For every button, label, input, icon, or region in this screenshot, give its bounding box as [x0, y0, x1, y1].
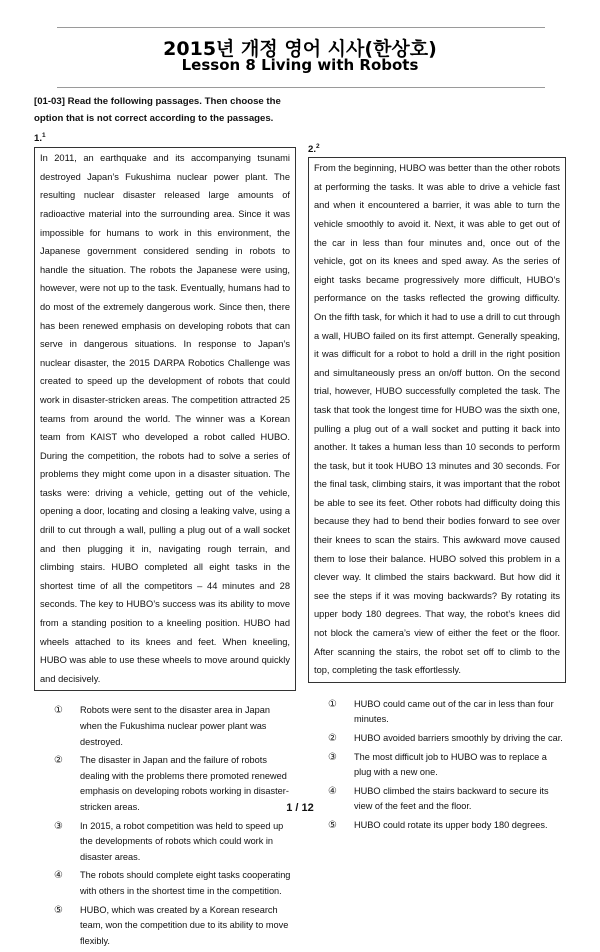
choice-marker: ②	[328, 733, 337, 744]
choice-marker: ④	[328, 785, 337, 797]
choice-text: The most difficult job to HUBO was to replace a plug with a new one.	[354, 751, 547, 778]
choice-1-1[interactable]	[54, 703, 294, 750]
choice-2-2[interactable]	[328, 731, 564, 747]
choice-1-3[interactable]	[54, 819, 294, 866]
question-number-1	[34, 128, 296, 146]
choice-marker: ①	[54, 705, 63, 717]
choice-text: Robots were sent to the disaster area in Japan when the Fukushima nuclear power plant was destroyed.	[80, 705, 270, 747]
choice-2-5[interactable]	[328, 818, 564, 834]
choice-text: HUBO avoided barriers smoothly by driving the car.	[354, 733, 563, 743]
page-title: 2015년 개정 영어 시사(한상호)	[163, 38, 437, 60]
choice-1-4[interactable]	[54, 868, 294, 899]
choice-marker: ②	[54, 755, 63, 767]
header-top-rule	[57, 27, 545, 28]
passage-2: From the beginning, HUBO was better than the other robots at performing the tasks. It was able to drive a vehicle fast and when it encountered a barrier, it was able to turn the vehicle smoothly to avoid it. Next, it was able to get out of the car in less than four minutes and, once out of the vehicle, got on its knees and sped away. As the series of eight tasks became progressively more difficult, HUBO’s performance on the tasks reflected the growing difficulty. On the fifth task, for which it had to use a drill to cut through a wall, HUBO failed on its first attempt. Generally speaking, it was difficult for a robot to hold a drill in the right position and simultaneously press an on/off button. On the second trial, however, HUBO successfully completed the task. The task that took the longest time for HUBO was the sixth one, pulling a plug out of a wall socket and putting it back into another. It takes a human less than 10 seconds to perform the task, but it took HUBO 13 minutes and 30 seconds. For the final task, climbing stairs, it was important that the robot be able to see its feet. Other robots had difficulty doing this because they had to bend their bodies forward to see over their knees to scan the stairs. This awkward move caused them to lose their balance. HUBO solved this problem in a clever way. It climbed the stairs backward. But how did it see the steps if it was moving backwards? By rotating its upper body 180 degrees. That way, the robot’s knees did not block the camera’s view of either the feet or the floor. After scanning the stairs, the robot set off to climb to the top, completing the task effortlessly.	[308, 157, 566, 683]
choice-text: The robots should complete eight tasks cooperating with others in the shortest time in the competition.	[80, 870, 291, 896]
choice-text: HUBO, which was created by a Korean research team, won the competition due to its ability to move flexibly.	[80, 904, 289, 946]
choice-marker: ③	[54, 820, 63, 832]
choice-text: In 2015, a robot competition was held to speed up the developments of robots which could work in disaster areas.	[80, 820, 284, 862]
right-column	[308, 139, 566, 837]
choice-marker: ⑤	[54, 904, 63, 916]
choice-marker: ④	[54, 870, 63, 882]
choice-text: HUBO could rotate its upper body 180 degrees.	[354, 819, 548, 830]
question-1-label: 1.	[34, 133, 43, 145]
choice-text: HUBO climbed the stairs backward to secure its view of the feet and the floor.	[354, 785, 549, 812]
header-bottom-rule	[57, 87, 545, 88]
choice-2-1[interactable]	[328, 697, 564, 728]
choice-2-3[interactable]	[328, 750, 564, 781]
question-number-2	[308, 139, 566, 157]
lesson-subtitle: Lesson 8 Living with Robots	[181, 56, 419, 74]
question-2-footnote: 2	[316, 143, 320, 150]
question-2-label: 2.	[308, 144, 317, 156]
choice-text: The disaster in Japan and the failure of robots dealing with the problems there promoted renewed emphasis on developing robots working in disaster-stricken areas.	[80, 755, 289, 812]
question-1-footnote: 1	[42, 132, 46, 139]
choice-marker: ⑤	[328, 819, 337, 831]
choice-marker: ①	[328, 698, 337, 710]
page-number: 1 / 12	[286, 802, 314, 814]
instructions: [01-03] Read the following passages. Then choose the option that is not correct according to the passages.	[34, 96, 281, 124]
choice-text: HUBO could came out of the car in less than four minutes.	[354, 698, 554, 725]
passage-1: In 2011, an earthquake and its accompanying tsunami destroyed Japan’s Fukushima nuclear power plant. The resulting nuclear disaster released large amounts of radioactive material into the surrounding area. Since it was impossible for humans to work in this environment, the Japanese government considered sending in robots to handle the situation. The robots the Japanese were using, however, were not up to the task. Eventually, humans had to do most of the extremely dangerous work. Since then, there has been renewed emphasis on developing robots that can serve in dangerous situations. In response to Japan’s nuclear disaster, the 2015 DARPA Robotics Challenge was created to speed up the development of robots that could work in disaster-stricken areas. The competition attracted 25 teams from around the world. The winner was a Korean team from KAIST who developed a robot called HUBO. During the competition, the robots had to solve a series of problems they might come upon in a disaster situation. The tasks were: driving a vehicle, getting out of the vehicle, opening a door, locating and closing a leaking valve, using a drill to cut through a wall, pulling a plug out of a wall socket and then plugging it in, navigating rough terrain, and climbing stairs. HUBO completed all eight tasks in the shortest time of all the competitors – 44 minutes and 28 seconds. The key to HUBO’s success was its ability to move from a standing position to a kneeling position. HUBO had wheels attached to its knees and feet. When kneeling, HUBO was able to use these wheels to move around quickly and decisively.	[34, 147, 296, 691]
choices-1	[54, 703, 294, 949]
choice-1-5[interactable]	[54, 903, 294, 950]
left-column	[34, 94, 296, 952]
choice-marker: ③	[328, 751, 337, 763]
